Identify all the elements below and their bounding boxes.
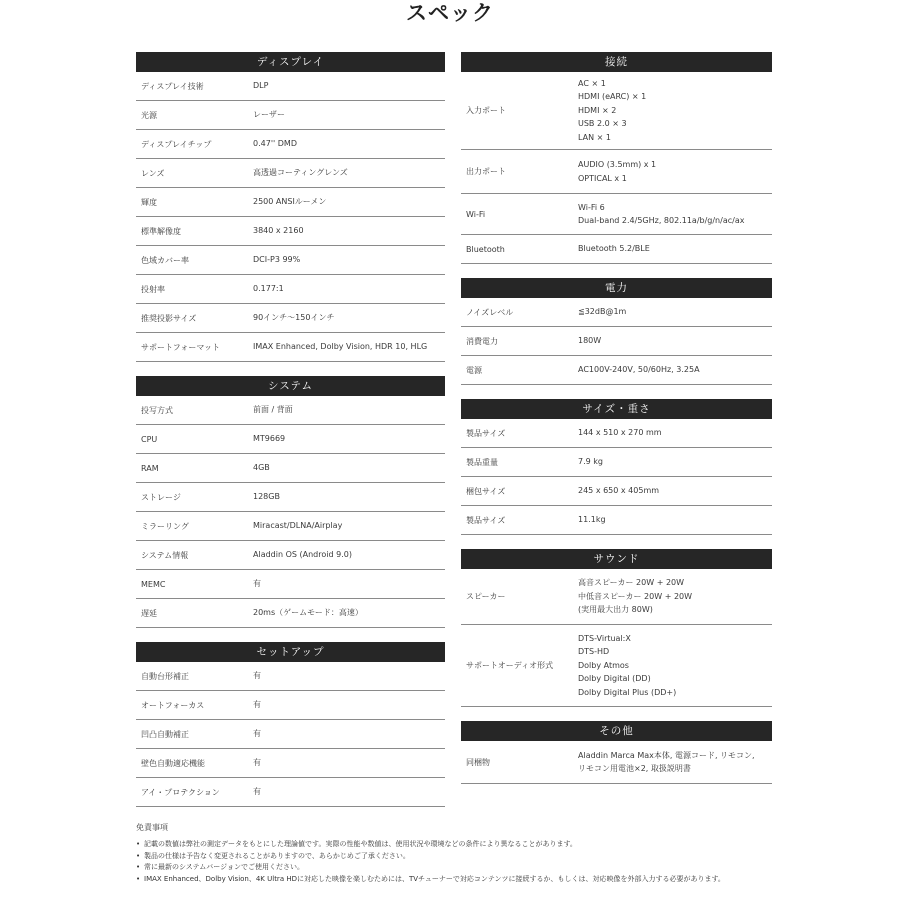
section-header: 接続 <box>461 52 772 72</box>
spec-value <box>578 305 772 319</box>
spec-value-line: 前面 / 背面 <box>253 405 293 415</box>
spec-label: RAM <box>141 463 159 473</box>
spec-row <box>461 235 772 264</box>
spec-value-line: Dual-band 2.4/5GHz, 802.11a/b/g/n/ac/ax <box>578 216 745 225</box>
disclaimer-title: 免責事項 <box>136 823 168 832</box>
spec-value <box>578 158 772 185</box>
section-header: ディスプレイ <box>136 52 445 72</box>
spec-label: 標準解像度 <box>141 226 181 236</box>
spec-section <box>461 549 772 707</box>
spec-value <box>253 340 445 354</box>
spec-value-line: 11.1kg <box>578 515 606 525</box>
disclaimer-item: • IMAX Enhanced、Dolby Vision、4K Ultra HDに対応した映像を楽しむためには、TVチューナーで対応コンテンツに接続するか、もしくは、対応映像を外部入力する必要があります。 <box>136 874 786 886</box>
spec-row <box>461 356 772 385</box>
spec-label: 投写方式 <box>141 405 173 415</box>
spec-value-line: DTS-Virtual:X <box>578 633 631 643</box>
spec-label: 製品サイズ <box>466 428 506 438</box>
spec-label: CPU <box>141 434 158 444</box>
spec-section <box>461 721 772 784</box>
spec-row <box>136 570 445 599</box>
spec-value-line: AC × 1 <box>578 78 606 88</box>
spec-label: 凹凸自動補正 <box>141 729 189 739</box>
spec-value <box>253 166 445 180</box>
spec-value-line: 2500 ANSIルーメン <box>253 197 327 207</box>
spec-value <box>253 195 445 209</box>
spec-value-line: リモコン用電池×2, 取扱説明書 <box>578 764 691 773</box>
spec-value <box>253 108 445 122</box>
spec-row <box>136 454 445 483</box>
spec-value <box>578 201 772 228</box>
spec-value-line: DTS-HD <box>578 647 610 657</box>
spec-value <box>578 484 772 498</box>
spec-section <box>136 376 445 628</box>
spec-row <box>136 217 445 246</box>
spec-label: 製品サイズ <box>466 515 506 525</box>
spec-value-line: 0.177:1 <box>253 284 284 294</box>
spec-label: ディスプレイ技術 <box>141 81 204 91</box>
spec-label: 電源 <box>466 365 482 375</box>
spec-label: スピーカー <box>466 592 506 601</box>
spec-label: 出力ポート <box>466 167 506 176</box>
page-title: スペック <box>406 1 494 25</box>
spec-value-line: DLP <box>253 81 269 91</box>
spec-row <box>136 101 445 130</box>
spec-row <box>136 275 445 304</box>
spec-value-line: LAN × 1 <box>578 132 611 142</box>
spec-value-line: DCI-P3 99% <box>253 255 301 265</box>
spec-label: 壁色自動適応機能 <box>141 758 205 768</box>
disclaimer-item: • 記載の数値は弊社の測定データをもとにした理論値です。実際の性能や数値は、使用状況や環境などの条件により異なることがあります。 <box>136 839 786 851</box>
spec-value <box>253 490 445 504</box>
spec-value <box>253 577 445 591</box>
spec-label: MEMC <box>141 579 166 589</box>
spec-label: ミラーリング <box>141 521 189 531</box>
spec-label: 梱包サイズ <box>466 486 506 496</box>
spec-value-line: 144 x 510 x 270 mm <box>578 428 662 438</box>
spec-column-left <box>136 52 445 821</box>
spec-value-line: HDMI × 2 <box>578 105 617 115</box>
spec-row <box>136 333 445 362</box>
spec-value-line: 4GB <box>253 463 270 473</box>
spec-label: 推奨投影サイズ <box>141 313 197 323</box>
spec-value-line: 有 <box>253 758 261 768</box>
spec-row <box>136 662 445 691</box>
section-header: サイズ・重さ <box>461 399 772 419</box>
spec-value-line: Dolby Digital (DD) <box>578 674 651 684</box>
spec-row <box>461 741 772 784</box>
spec-value-line: Aladdin Marca Max本体, 電源コード, リモコン, <box>578 750 755 760</box>
spec-row <box>461 298 772 327</box>
spec-section <box>136 52 445 362</box>
spec-value <box>578 513 772 527</box>
spec-label: 光源 <box>141 110 157 120</box>
disclaimer-item: • 常に最新のシステムバージョンでご使用ください。 <box>136 862 786 874</box>
spec-label: ノイズレベル <box>466 307 514 317</box>
spec-row <box>136 396 445 425</box>
spec-value-line: OPTICAL x 1 <box>578 173 627 183</box>
spec-label: ストレージ <box>141 492 181 502</box>
spec-value-line: 7.9 kg <box>578 457 603 467</box>
spec-value <box>253 253 445 267</box>
spec-row <box>136 304 445 333</box>
spec-value <box>578 455 772 469</box>
spec-value <box>578 334 772 348</box>
section-header: その他 <box>461 721 772 741</box>
spec-value <box>578 749 772 776</box>
spec-label: ディスプレイチップ <box>141 139 212 149</box>
spec-value-line: 高音スピーカー 20W + 20W <box>578 578 685 588</box>
spec-row <box>461 419 772 448</box>
spec-value-line: レーザー <box>253 110 285 120</box>
spec-value-line: Aladdin OS (Android 9.0) <box>253 550 352 560</box>
spec-label: 消費電力 <box>466 336 498 346</box>
spec-value <box>253 606 445 620</box>
spec-label: 入力ポート <box>466 106 506 115</box>
spec-label: レンズ <box>141 168 165 178</box>
spec-value <box>578 576 772 617</box>
spec-value <box>253 698 445 712</box>
spec-column-right <box>461 52 772 798</box>
spec-label: Bluetooth <box>466 244 505 254</box>
spec-value-line: HDMI (eARC) × 1 <box>578 92 647 102</box>
spec-row <box>461 625 772 707</box>
spec-value-line: 3840 x 2160 <box>253 226 304 236</box>
spec-value-line: ≦32dB@1m <box>578 307 627 317</box>
spec-row <box>136 130 445 159</box>
spec-label: アイ・プロテクション <box>141 787 220 797</box>
spec-section <box>461 399 772 535</box>
spec-value-line: Bluetooth 5.2/BLE <box>578 244 650 254</box>
spec-row <box>461 327 772 356</box>
spec-value <box>253 756 445 770</box>
spec-value-line: Dolby Digital Plus (DD+) <box>578 687 677 697</box>
spec-label: オートフォーカス <box>141 700 205 710</box>
spec-row <box>136 425 445 454</box>
spec-row <box>461 194 772 235</box>
spec-label: 色域カバー率 <box>141 255 189 265</box>
spec-value-line: 245 x 650 x 405mm <box>578 486 660 496</box>
spec-value-line: 有 <box>253 579 261 589</box>
spec-row <box>136 599 445 628</box>
spec-label: 投射率 <box>141 284 165 294</box>
spec-value <box>253 548 445 562</box>
spec-row <box>461 477 772 506</box>
spec-label: 同梱物 <box>466 757 490 767</box>
spec-value-line: 有 <box>253 787 261 797</box>
spec-row <box>136 720 445 749</box>
section-header: セットアップ <box>136 642 445 662</box>
spec-value-line: Miracast/DLNA/Airplay <box>253 521 343 531</box>
spec-value-line: Wi-Fi 6 <box>578 202 605 212</box>
spec-label: 製品重量 <box>466 457 498 467</box>
spec-value <box>253 669 445 683</box>
spec-row <box>136 691 445 720</box>
spec-value <box>253 311 445 325</box>
spec-value-line: 20ms（ゲームモード：高速） <box>253 608 363 618</box>
spec-value-line: Dolby Atmos <box>578 660 629 670</box>
spec-value <box>253 461 445 475</box>
spec-value-line: MT9669 <box>253 434 286 444</box>
section-header: サウンド <box>461 549 772 569</box>
spec-value-line: 180W <box>578 336 602 346</box>
spec-value <box>253 785 445 799</box>
spec-value-line: AUDIO (3.5mm) x 1 <box>578 160 657 169</box>
spec-row <box>136 512 445 541</box>
spec-row <box>136 749 445 778</box>
spec-value <box>578 242 772 256</box>
spec-section <box>136 642 445 807</box>
spec-label: サポートフォーマット <box>141 342 221 352</box>
spec-label: システム情報 <box>141 550 189 560</box>
disclaimer-list <box>136 839 786 885</box>
spec-row <box>136 246 445 275</box>
spec-row <box>136 188 445 217</box>
spec-value-line: AC100V-240V, 50/60Hz, 3.25A <box>578 365 700 375</box>
disclaimer-item: • 製品の仕様は予告なく変更されることがありますので、あらかじめご了承ください。 <box>136 851 786 863</box>
spec-row <box>461 448 772 477</box>
spec-value <box>253 282 445 296</box>
spec-value <box>253 432 445 446</box>
spec-row <box>136 541 445 570</box>
spec-value <box>253 727 445 741</box>
spec-value-line: 0.47'' DMD <box>253 139 297 149</box>
spec-row <box>461 506 772 535</box>
spec-row <box>461 72 772 150</box>
disclaimer <box>136 822 786 885</box>
spec-row <box>461 150 772 194</box>
spec-value <box>253 224 445 238</box>
spec-row <box>136 72 445 101</box>
spec-value-line: IMAX Enhanced, Dolby Vision, HDR 10, HLG <box>253 342 428 352</box>
spec-label: 輝度 <box>141 197 157 207</box>
spec-value-line: 中低音スピーカー 20W + 20W <box>578 591 693 601</box>
spec-value-line: USB 2.0 × 3 <box>578 119 627 129</box>
spec-value-line: 128GB <box>253 492 280 502</box>
spec-row <box>136 159 445 188</box>
spec-value-line: 有 <box>253 729 261 739</box>
spec-value <box>578 77 772 145</box>
spec-value <box>253 519 445 533</box>
spec-value <box>253 79 445 93</box>
spec-value-line: 高透過コーティングレンズ <box>253 168 348 178</box>
spec-label: 遅延 <box>141 608 157 618</box>
spec-label: サポートオーディオ形式 <box>466 661 554 670</box>
spec-value <box>578 363 772 377</box>
spec-value <box>253 403 445 417</box>
spec-value-line: 90インチ〜150インチ <box>253 313 335 323</box>
section-header: 電力 <box>461 278 772 298</box>
spec-section <box>461 278 772 385</box>
spec-value-line: (実用最大出力 80W) <box>578 605 653 615</box>
spec-row <box>461 569 772 625</box>
spec-section <box>461 52 772 264</box>
section-header: システム <box>136 376 445 396</box>
spec-label: 自動台形補正 <box>141 671 189 681</box>
spec-row <box>136 778 445 807</box>
spec-value-line: 有 <box>253 671 261 681</box>
spec-label: Wi-Fi <box>466 209 486 219</box>
spec-value <box>253 137 445 151</box>
spec-value <box>578 632 772 700</box>
spec-value-line: 有 <box>253 700 261 710</box>
spec-row <box>136 483 445 512</box>
spec-value <box>578 426 772 440</box>
